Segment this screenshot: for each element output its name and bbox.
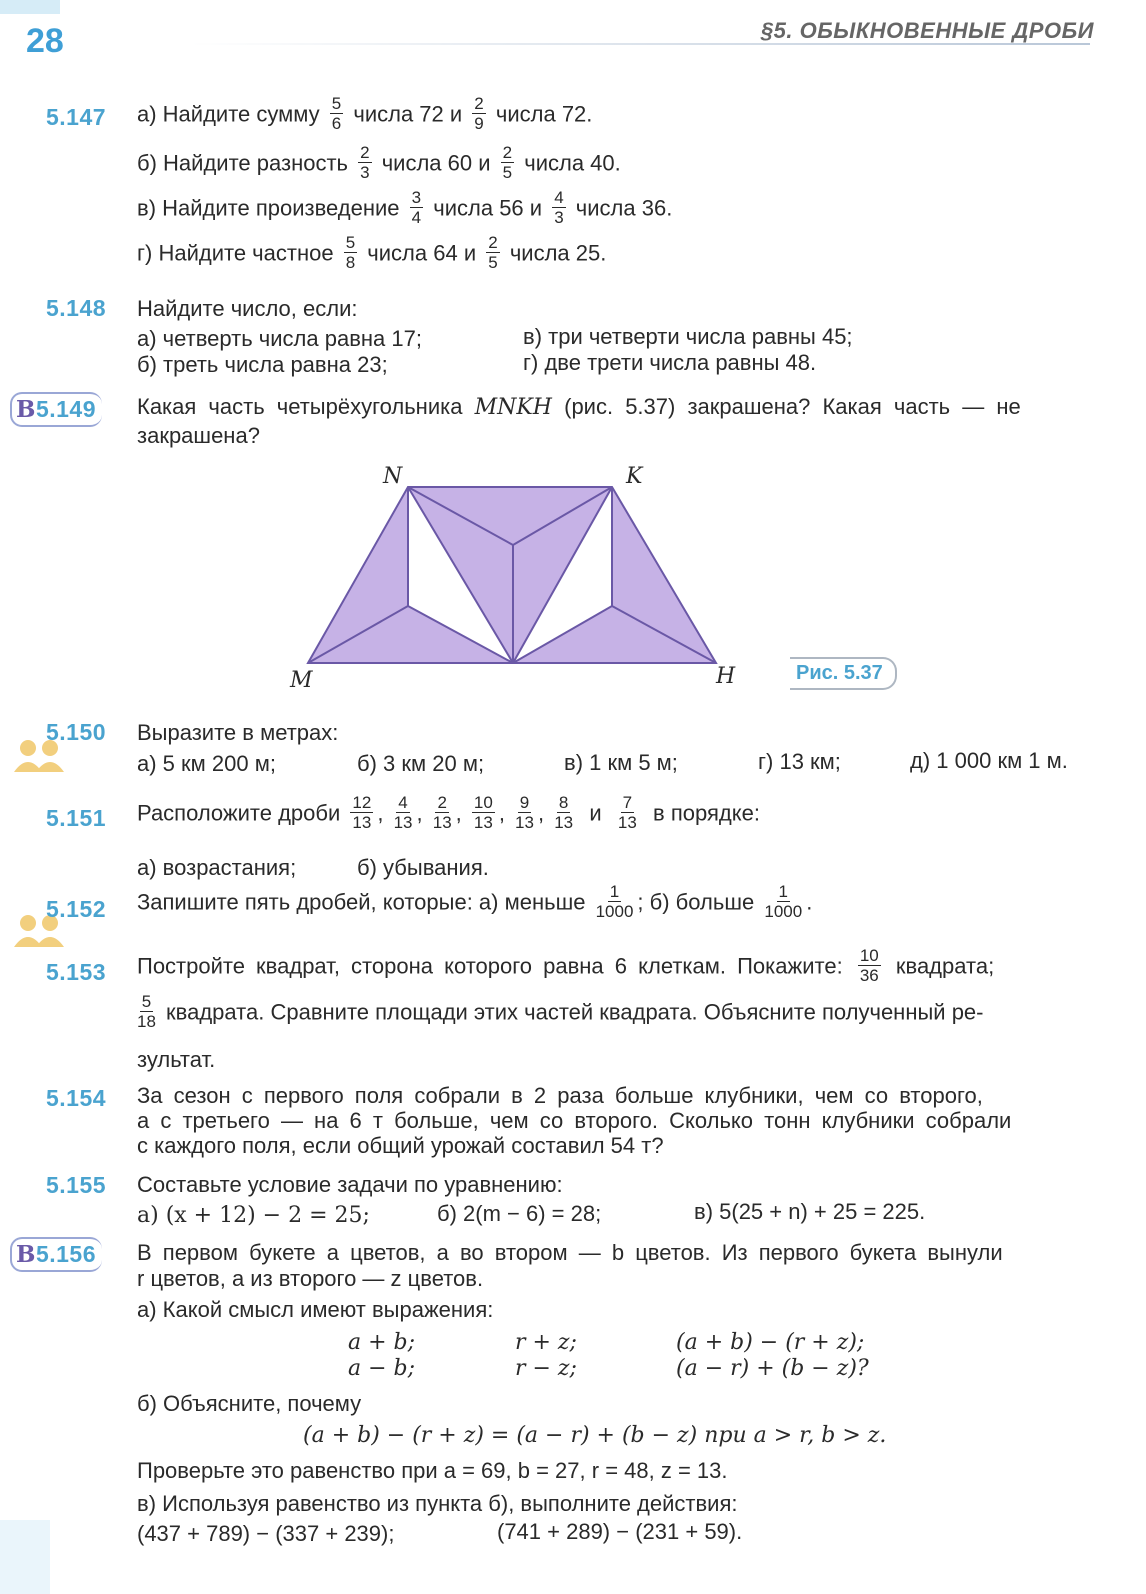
problem-150-a: а) 5 км 200 м;	[137, 751, 276, 776]
problem-148-a: а) четверть числа равна 17;	[137, 326, 422, 351]
problem-156-line1: В первом букете a цветов, а во втором — b цветов. Из первого букета вынули	[137, 1240, 1003, 1265]
problem-150-e: д) 1 000 км 1 м.	[910, 748, 1068, 773]
vertex-label-h: H	[716, 664, 736, 689]
problem-number: 5.152	[46, 896, 107, 922]
problem-151-line1: Расположите дроби $\frac{12}{13}$ , $\frac{4}{13}$ , $\frac{2}{13}$ , $\frac{10}{13}$ , $\frac{9}{13}$ , $\frac{8}{13}$ и $\frac{7}{13}$ в порядке:	[137, 793, 760, 832]
problem-153-line2: $\frac{5}{18}$ квадрата. Сравните площади этих частей квадрата. Объясните полученный ре-	[137, 992, 984, 1031]
vertex-label-m: M	[290, 668, 313, 693]
page-number: 28	[26, 22, 64, 60]
vertex-label-k: K	[626, 464, 643, 489]
problem-number: 5.147	[46, 104, 107, 130]
fraction: $\frac{4}{13}$	[393, 793, 413, 832]
expression: (741 + 289) − (231 + 59).	[497, 1519, 743, 1544]
difficulty-mark: В	[16, 1241, 36, 1268]
problem-number: 5.155	[46, 1172, 107, 1198]
problem-156-line2: r цветов, а из второго — z цветов.	[137, 1266, 484, 1291]
problem-number: 5.150	[46, 719, 107, 745]
problem-150-c: в) 1 км 5 м;	[564, 750, 678, 775]
problem-155-b: б) 2(m − 6) = 28;	[437, 1201, 602, 1226]
fraction: $\frac{5}{6}$	[331, 94, 342, 133]
fraction: $\frac{7}{13}$	[617, 793, 637, 832]
problem-number-bordered: В5.149	[10, 392, 102, 427]
fraction: $\frac{2}{5}$	[488, 233, 498, 272]
problem-156-c: в) Используя равенство из пункта б), выполните действия:	[137, 1491, 738, 1516]
fraction: $\frac{10}{13}$	[473, 793, 493, 832]
problem-147-d: г) Найдите частное $\frac{5}{8}$ числа 64 и $\frac{2}{5}$ числа 25.	[137, 233, 607, 272]
problem-text: Выразите в метрах:	[137, 720, 339, 745]
fraction: $\frac{1}{1000}$	[764, 882, 803, 921]
problem-147-a: а) Найдите сумму $\frac{5}{6}$ числа 72 и $\frac{2}{9}$ числа 72.	[137, 94, 593, 133]
fraction: $\frac{3}{4}$	[411, 188, 422, 227]
problem-153-line3: зультат.	[137, 1047, 216, 1072]
problem-151-a: а) возрастания;	[137, 855, 297, 880]
problem-156-check: Проверьте это равенство при a = 69, b = 27, r = 48, z = 13.	[137, 1458, 728, 1483]
problem-148-c: в) три четверти числа равны 45;	[523, 324, 853, 349]
difficulty-mark: В	[16, 396, 36, 423]
fraction: $\frac{2}{13}$	[432, 793, 452, 832]
problem-147-c: в) Найдите произведение $\frac{3}{4}$ числа 56 и $\frac{4}{3}$ числа 36.	[137, 188, 673, 227]
problem-151-b: б) убывания.	[357, 855, 489, 880]
problem-text: Найдите число, если:	[137, 296, 358, 321]
fraction: $\frac{4}{3}$	[554, 188, 564, 227]
fraction: $\frac{5}{8}$	[345, 233, 356, 272]
fraction: $\frac{12}{13}$	[352, 793, 372, 832]
problem-number: 5.154	[46, 1085, 107, 1111]
fraction: $\frac{2}{5}$	[502, 143, 513, 182]
problem-number: 5.153	[46, 959, 107, 985]
fraction: $\frac{5}{18}$	[137, 992, 156, 1031]
section-title: §5. ОБЫКНОВЕННЫЕ ДРОБИ	[760, 18, 1094, 43]
fraction: $\frac{9}{13}$	[515, 793, 534, 832]
problem-153-line1: Постройте квадрат, сторона которого равна 6 клеткам. Покажите: $\frac{10}{36}$ квадрата;	[137, 946, 995, 985]
problem-155-a: а) (x + 12) − 2 = 25;	[137, 1203, 370, 1228]
equation: (a + b) − (r + z) = (a − r) + (b − z) при a > r, b > z.	[303, 1423, 887, 1448]
problem-text: Составьте условие задачи по уравнению:	[137, 1172, 563, 1197]
problem-number: 5.151	[46, 805, 107, 831]
problem-154-line1: За сезон с первого поля собрали в 2 раза больше клубники, чем со второго,	[137, 1083, 983, 1108]
fraction: $\frac{2}{9}$	[474, 94, 484, 133]
problem-155-c: в) 5(25 + n) + 25 = 225.	[694, 1199, 926, 1224]
fraction: $\frac{2}{3}$	[360, 143, 370, 182]
problem-149-line1: Какая часть четырёхугольника MNKH (рис. 5.37) закрашена? Какая часть — не	[137, 394, 1021, 420]
problem-150-d: г) 13 км;	[758, 749, 841, 774]
fraction: $\frac{1}{1000}$	[595, 882, 634, 921]
fraction: $\frac{10}{36}$	[859, 946, 879, 985]
expression: a − b;	[348, 1356, 416, 1381]
problem-156-b: б) Объясните, почему	[137, 1391, 362, 1416]
problem-148-b: б) треть числа равна 23;	[137, 352, 388, 377]
expression: r + z;	[515, 1330, 577, 1355]
fraction: $\frac{8}{13}$	[554, 793, 574, 832]
problem-147-b: б) Найдите разность $\frac{2}{3}$ числа 60 и $\frac{2}{5}$ числа 40.	[137, 143, 621, 182]
problem-number-bordered: В5.156	[10, 1237, 102, 1272]
problem-154-line3: с каждого поля, если общий урожай составил 54 т?	[137, 1133, 664, 1158]
expression: (a + b) − (r + z);	[676, 1330, 865, 1355]
problem-148-d: г) две трети числа равны 48.	[523, 350, 817, 375]
figure-caption: Рис. 5.37	[790, 657, 897, 690]
problem-number: 5.148	[46, 295, 107, 321]
expression: (437 + 789) − (337 + 239);	[137, 1521, 395, 1546]
vertex-label-n: N	[383, 464, 403, 489]
problem-154-line2: а с третьего — на 6 т больше, чем со второго. Сколько тонн клубники собрали	[137, 1108, 1012, 1133]
expression: a + b;	[348, 1330, 416, 1355]
expression: r − z;	[515, 1356, 577, 1381]
expression: (a − r) + (b − z)?	[676, 1356, 869, 1381]
problem-152-text: Запишите пять дробей, которые: а) меньше $\frac{1}{1000}$ ; б) больше $\frac{1}{1000}$ .	[137, 882, 813, 921]
problem-156-a: а) Какой смысл имеют выражения:	[137, 1297, 494, 1322]
problem-149-line2: закрашена?	[137, 423, 260, 448]
problem-150-b: б) 3 км 20 м;	[357, 751, 485, 776]
